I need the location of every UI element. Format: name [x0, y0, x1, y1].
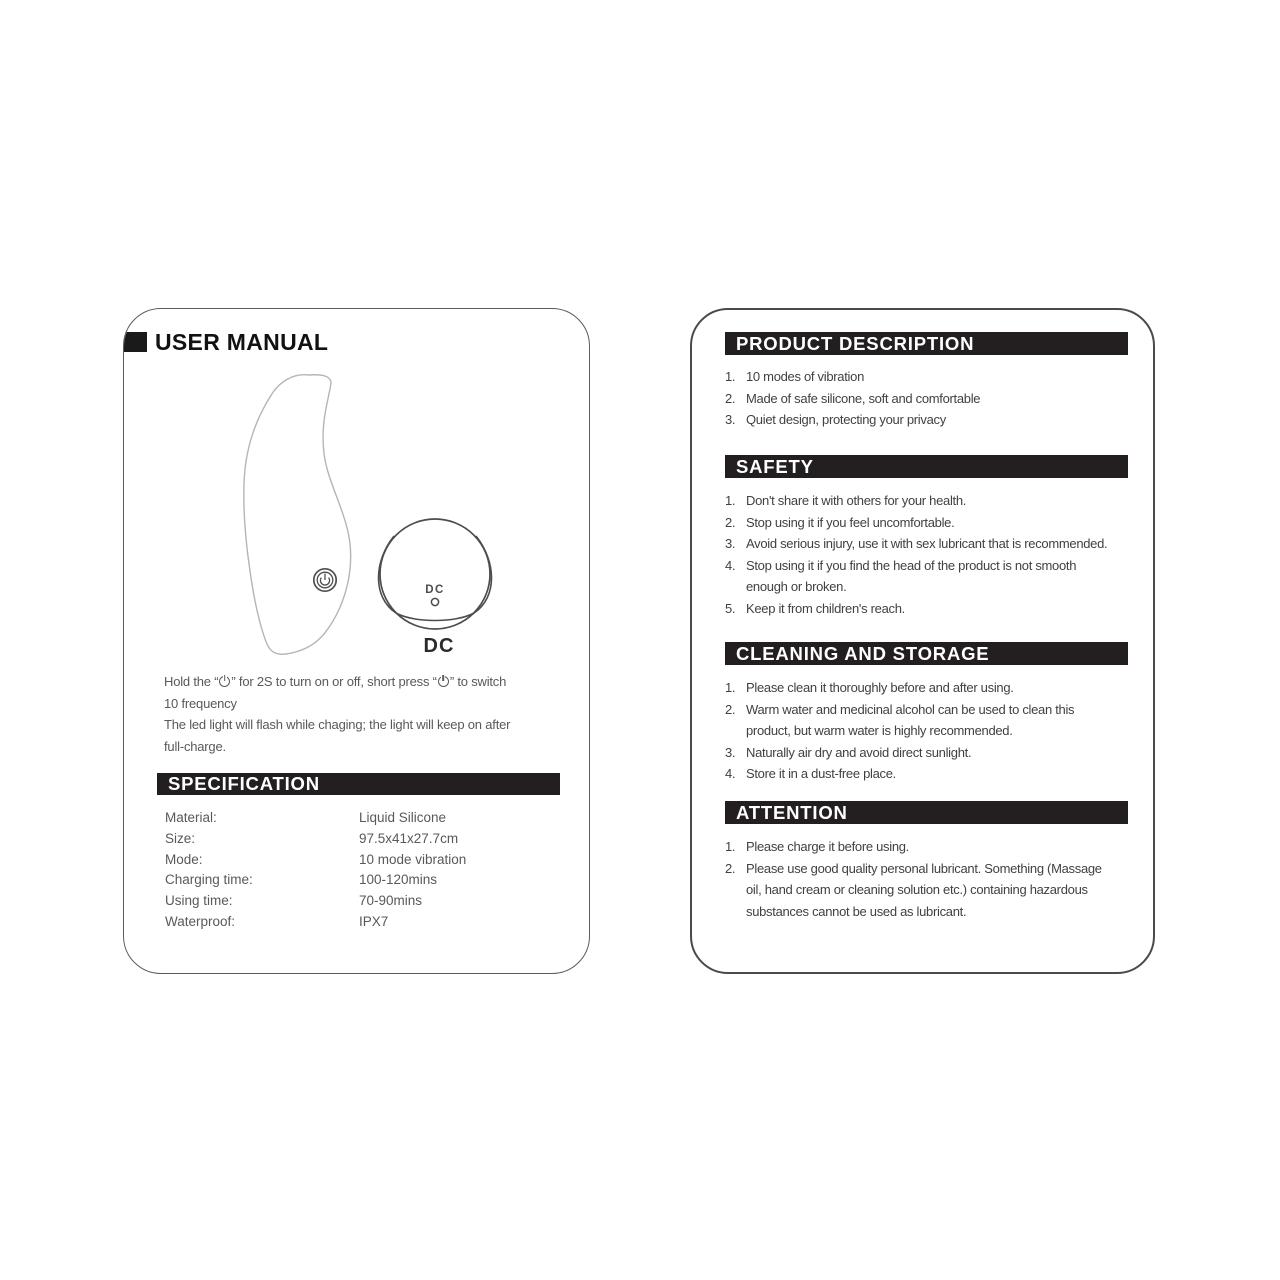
list-item: 3. Quiet design, protecting your privacy — [725, 412, 946, 427]
safety-header: SAFETY — [725, 455, 1128, 478]
instruction-line-4: full-charge. — [164, 738, 226, 754]
list-item: 2. Please use good quality personal lubricant. Something (Massage oil, hand cream or cleaning solution etc.) containing hazardous substances cannot be used as lubricant. — [725, 860, 1102, 919]
spec-row-size: Size: 97.5x41x27.7cm — [165, 830, 459, 846]
dc-caption: DC — [423, 635, 455, 657]
instruction-line-3: The led light will flash while chaging; the light will keep on after — [164, 717, 511, 732]
list-item: 4. Store it in a dust-free place. — [725, 766, 896, 781]
spec-row-using-time: Using time: 70-90mins — [165, 893, 423, 909]
power-icon — [438, 676, 449, 687]
instruction-line-2: 10 frequency — [164, 695, 237, 711]
cleaning-storage-list — [725, 677, 1145, 785]
power-button-icon — [314, 569, 336, 591]
list-item: 5. Keep it from children's reach. — [725, 600, 905, 616]
list-item: 3. Avoid serious injury, use it with sex lubricant that is recommended. — [725, 536, 1108, 551]
safety-list — [725, 490, 1145, 619]
spec-row-charging-time: Charging time: 100-120mins — [165, 872, 438, 888]
cleaning-storage-header: CLEANING AND STORAGE — [725, 642, 1128, 665]
product-description-list — [725, 366, 1145, 431]
attention-list — [725, 836, 1145, 922]
device-outline — [244, 375, 351, 655]
spec-row-mode: Mode: 10 mode vibration — [165, 851, 467, 867]
list-item: 2. Warm water and medicinal alcohol can be used to clean this product, but warm water is highly recommended. — [725, 701, 1075, 738]
page-title: USER MANUAL — [155, 329, 329, 355]
list-item: 3. Naturally air dry and avoid direct sunlight. — [725, 744, 972, 760]
spec-row-waterproof: Waterproof: IPX7 — [165, 913, 389, 929]
dc-port-hole — [431, 598, 438, 605]
list-item: 1. Please clean it thoroughly before and after using. — [725, 680, 1014, 695]
product-description-header: PRODUCT DESCRIPTION — [725, 332, 1128, 355]
list-item: 2. Stop using it if you feel uncomfortable. — [725, 514, 955, 530]
power-icon — [219, 676, 230, 687]
dc-port-label: DC — [425, 584, 445, 596]
right-page — [690, 308, 1155, 974]
attention-header: ATTENTION — [725, 801, 1128, 824]
specification-table — [165, 808, 575, 933]
instruction-line-1: Hold the “ ” for 2S to turn on or off, short press “ ” to switch — [164, 674, 507, 689]
usage-instructions — [164, 671, 579, 757]
list-item: 1. Don't share it with others for your health. — [725, 493, 967, 508]
spec-row-material: Material: Liquid Silicone — [165, 810, 447, 825]
left-page — [123, 308, 590, 974]
list-item: 4. Stop using it if you find the head of the product is not smooth enough or broken. — [725, 557, 1077, 594]
dc-port-view — [379, 519, 492, 629]
specification-header: SPECIFICATION — [157, 773, 560, 795]
list-item: 2. Made of safe silicone, soft and comfortable — [725, 390, 981, 406]
list-item: 1. 10 modes of vibration — [725, 369, 864, 384]
list-item: 1. Please charge it before using. — [725, 839, 909, 854]
